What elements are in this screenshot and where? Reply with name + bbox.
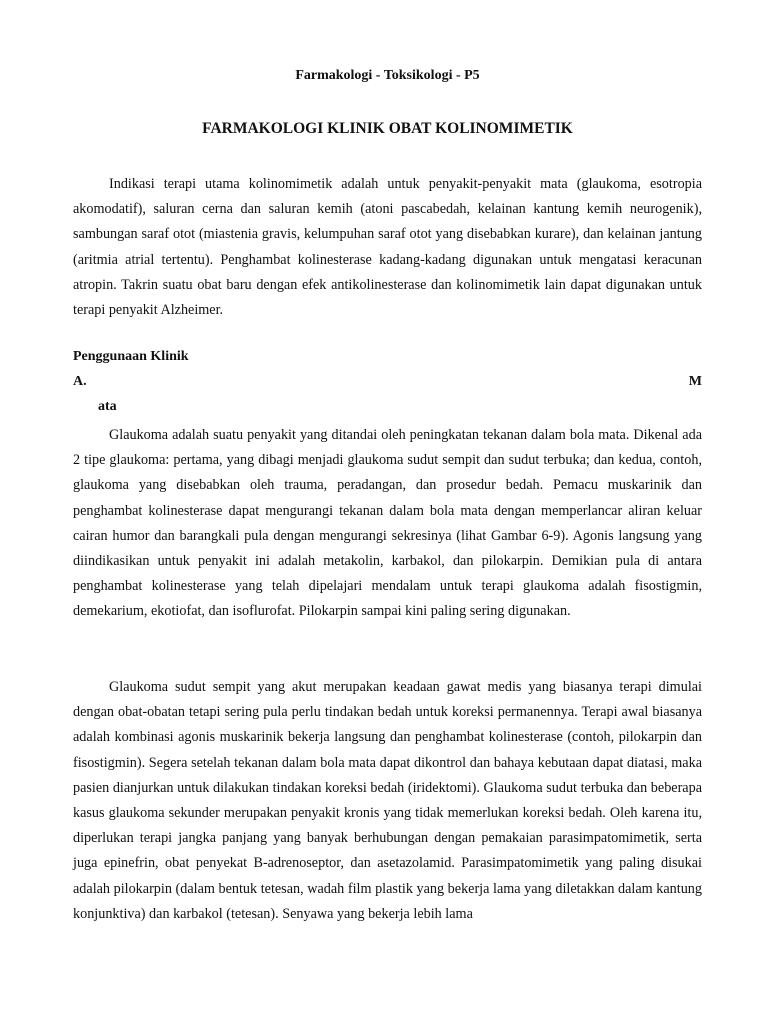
glaucoma-paragraph: Glaukoma adalah suatu penyakit yang ditandai oleh peningkatan tekanan dalam bola mata. Dikenal ada 2 tipe glaukoma: pertama, yang dibagi menjadi glaukoma sudut sempit dan sudut terbuka; dan kedua, contoh, glaukoma yang disebabkan oleh trauma, peradangan, dan prosedur bedah. Pemacu muskarinik dan penghambat kolinesterase dapat mengurangi tekanan dalam bola mata dengan memperlancar aliran keluar cairan humor dan barangkali pula dengan mengurangi sekresinya (lihat Gambar 6-9). Agonis langsung yang diindikasikan untuk penyakit ini adalah metakolin, karbakol, dan pilokarpin. Demikian pula di antara penghambat kolinesterase yang telah dipelajari mendalam untuk terapi glaukoma adalah fisostigmin, demekarium, ekotiofat, dan isoflurofat. Pilokarpin sampai kini paling sering digunakan. [73,427,702,620]
document-header: Farmakologi - Toksikologi - P5 [295,68,480,83]
acute-glaucoma-paragraph: Glaukoma sudut sempit yang akut merupakan keadaan gawat medis yang biasanya terapi dimulai dengan obat-obatan tetapi sering pula perlu tindakan bedah untuk koreksi permanennya. Terapi awal biasanya adalah kombinasi agonis muskarinik bekerja langsung dan penghambat kolinesterase (contoh, pilokarpin dan fisostigmin). Segera setelah tekanan dalam bola mata dapat dikontrol dan bahaya kebutaan dapat diatasi, maka pasien dianjurkan untuk dilakukan tindakan koreksi bedah (iridektomi). Glaukoma sudut terbuka dan beberapa kasus glaukoma sekunder merupakan penyakit kronis yang tidak memerlukan koreksi bedah. Oleh karena itu, diperlukan terapi jangka panjang yang banyak berhubungan dengan pemakaian parasimpatomimetik, serta juga epinefrin, obat penyekat B-adrenoseptor, dan asetazolamid. Parasimpatomimetik yang paling disukai adalah pilokarpin (dalam bentuk tetesan, wadah film plastik yang bekerja lama yang diletakkan dalam kantung konjunktiva) dan karbakol (tetesan). Senyawa yang bekerja lebih lama [73,679,702,922]
list-item-letter: A. [73,374,87,389]
section-heading: Penggunaan Klinik [73,349,189,364]
intro-paragraph: Indikasi terapi utama kolinomimetik adalah untuk penyakit-penyakit mata (glaukoma, esotropia akomodatif), saluran cerna dan saluran kemih (atoni pascabedah, kelainan kantung kemih neurogenik), sambungan saraf otot (miastenia gravis, kelumpuhan saraf otot yang disebabkan kurare), dan kelainan jantung (aritmia atrial tertentu). Penghambat kolinesterase kadang-kadang digunakan untuk mengatasi keracunan atropin. Takrin suatu obat baru dengan efek antikolinesterase dan kolinomimetik lain dapat digunakan untuk terapi penyakit Alzheimer. [73,176,702,319]
list-item-title-initial: M [688,374,702,389]
list-item-title-rest: ata [98,399,117,414]
document-title: FARMAKOLOGI KLINIK OBAT KOLINOMIMETIK [202,120,573,137]
